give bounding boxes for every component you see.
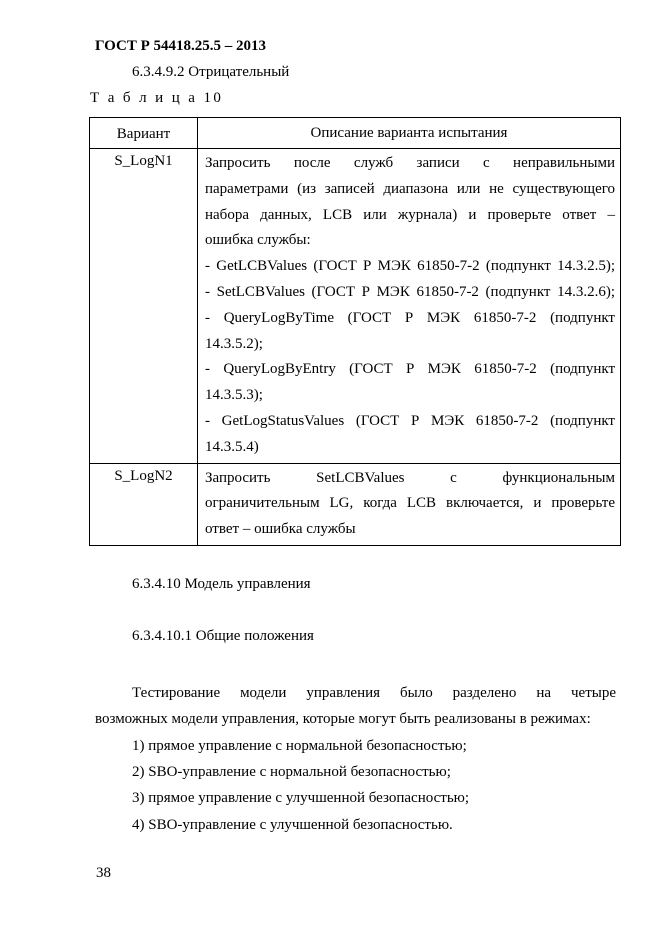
- description-cell: [198, 149, 621, 464]
- description-line: Запросить после служб записи с неправильными: [205, 155, 615, 171]
- list-item: 1) прямое управление с нормальной безопасностью;: [132, 738, 467, 754]
- table-label: Т а б л и ц а 10: [90, 90, 224, 106]
- column-header-variant: Вариант: [90, 118, 198, 149]
- list-item: 2) SBO-управление с нормальной безопасностью;: [132, 764, 451, 780]
- variant-cell: S_LogN2: [90, 463, 198, 545]
- description-line: параметрами (из записей диапазона или не существующего: [205, 180, 615, 197]
- subsection-heading: 6.3.4.10.1 Общие положения: [132, 628, 314, 644]
- list-item: 4) SBO-управление с улучшенной безопасностью.: [132, 817, 453, 833]
- description-line: - QueryLogByTime (ГОСТ Р МЭК 61850-7-2 (подпункт: [205, 309, 615, 326]
- page-number: 38: [96, 865, 111, 881]
- column-header-description: Описание варианта испытания: [198, 118, 621, 149]
- description-line: - QueryLogByEntry (ГОСТ Р МЭК 61850-7-2 (подпункт: [205, 361, 615, 378]
- description-line: - GetLogStatusValues (ГОСТ Р МЭК 61850-7-2 (подпункт: [205, 412, 615, 429]
- description-line: Запросить SetLCBValues с функциональным: [205, 469, 615, 486]
- section-heading: 6.3.4.10 Модель управления: [132, 576, 311, 592]
- description-line: 14.3.5.3);: [205, 387, 263, 404]
- subsection-title: 6.3.4.9.2 Отрицательный: [132, 64, 290, 80]
- test-variants-table: [89, 117, 621, 546]
- description-line: ошибка службы:: [205, 232, 311, 249]
- table-row: [90, 149, 621, 464]
- description-line: ответ – ошибка службы: [205, 521, 356, 538]
- variant-cell: S_LogN1: [90, 149, 198, 464]
- document-header: ГОСТ Р 54418.25.5 – 2013: [95, 38, 267, 54]
- table-row: [90, 463, 621, 545]
- description-line: ограничительным LG, когда LCB включается, и проверьте: [205, 495, 615, 512]
- paragraph-line: возможных модели управления, которые могут быть реализованы в режимах:: [95, 711, 591, 727]
- description-line: 14.3.5.4): [205, 438, 259, 455]
- description-line: набора данных, LCB или журнала) и проверьте ответ –: [205, 206, 615, 223]
- description-cell: [198, 463, 621, 545]
- description-line: 14.3.5.2);: [205, 335, 263, 352]
- description-line: - SetLCBValues (ГОСТ Р МЭК 61850-7-2 (подпункт 14.3.2.6);: [205, 283, 615, 300]
- table-header-row: [90, 118, 621, 149]
- paragraph-line: Тестирование модели управления было разделено на четыре: [132, 685, 616, 701]
- description-line: - GetLCBValues (ГОСТ Р МЭК 61850-7-2 (подпункт 14.3.2.5);: [205, 258, 615, 275]
- list-item: 3) прямое управление с улучшенной безопасностью;: [132, 790, 470, 806]
